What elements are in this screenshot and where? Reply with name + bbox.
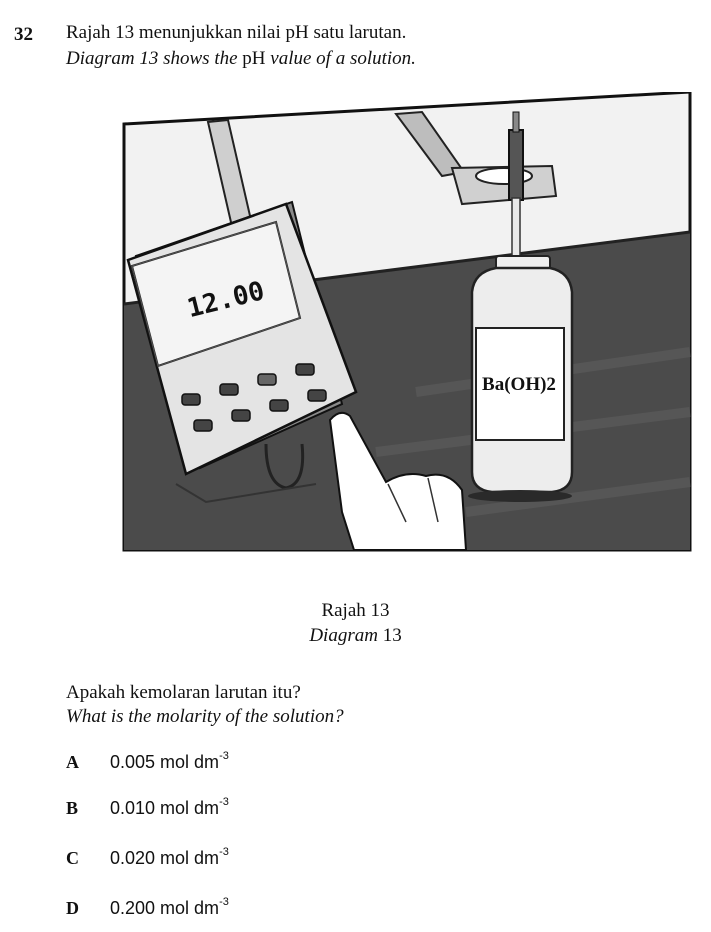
question-text-english-post: value of a solution. [265, 48, 416, 69]
option-value-exponent: -3 [219, 750, 229, 762]
prompt-malay: Apakah kemolaran larutan itu? [66, 682, 301, 703]
option-value-text: 0.010 mol dm [110, 798, 220, 818]
option-value-text: 0.200 mol dm [110, 898, 220, 918]
meter-button[interactable] [308, 390, 326, 401]
meter-display-reading: 12.00 [184, 276, 268, 325]
option-value [110, 898, 229, 919]
meter-button[interactable] [182, 394, 200, 405]
figure-caption-malay: Rajah 13 [321, 600, 390, 621]
figure-caption-english [0, 625, 711, 647]
option-value [110, 752, 229, 773]
question-text-malay: Rajah 13 menunjukkan nilai pH satu larutan. [66, 22, 407, 43]
meter-button[interactable] [220, 384, 238, 395]
question-text-english-ph: pH [242, 48, 266, 69]
meter-button[interactable] [258, 374, 276, 385]
meter-button[interactable] [194, 420, 212, 431]
bottle-label-text: Ba(OH)2 [482, 374, 556, 395]
option-letter: D [66, 898, 79, 918]
option-value-text: 0.005 mol dm [110, 752, 220, 772]
question-text-english-pre: Diagram 13 shows the [66, 48, 243, 69]
option-letter: C [66, 848, 79, 868]
option-value-exponent: -3 [219, 796, 229, 808]
figure-caption-english-number: 13 [382, 625, 402, 646]
question-number: 32 [14, 24, 33, 45]
ph-meter-diagram [116, 92, 696, 554]
question-text-english [66, 48, 416, 70]
figure-caption-english-word: Diagram [309, 625, 378, 646]
option-value [110, 798, 229, 819]
option-value-exponent: -3 [219, 846, 229, 858]
option-value-exponent: -3 [219, 896, 229, 908]
prompt-english: What is the molarity of the solution? [66, 706, 344, 727]
option-letter: B [66, 798, 79, 818]
option-value [110, 848, 229, 869]
meter-button[interactable] [296, 364, 314, 375]
option-letter: A [66, 752, 79, 772]
option-value-text: 0.020 mol dm [110, 848, 220, 868]
meter-button[interactable] [270, 400, 288, 411]
meter-button[interactable] [232, 410, 250, 421]
solution-bottle [468, 256, 572, 502]
